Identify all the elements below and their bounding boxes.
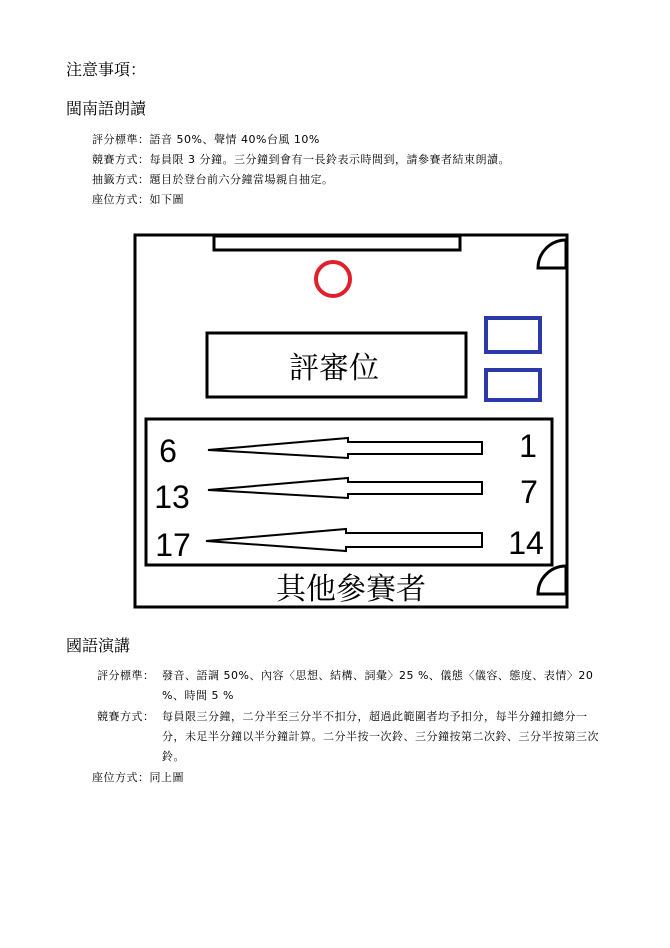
stage-bar	[214, 236, 460, 250]
row-value: 每員限 3 分鐘。三分鐘到會有一長鈴表示時間到，請參賽者結束朗讀。	[149, 153, 510, 166]
seat-number-end: 6	[159, 433, 177, 469]
notice-title: 注意事項：	[66, 60, 147, 79]
row-value: 題目於登台前六分鐘當場親自抽定。	[149, 173, 334, 186]
row-label: 抽籤方式	[92, 173, 138, 186]
row-separator: ：	[138, 771, 150, 784]
row-value: 如下圖	[149, 193, 184, 206]
judge-label: 評審位	[289, 352, 379, 385]
row-value: 語音 50%、聲情 40%台風 10%	[149, 133, 320, 146]
seat-number-start: 1	[519, 428, 537, 464]
row-label: 座位方式	[92, 193, 138, 206]
room-border	[135, 235, 567, 607]
door-top-icon	[538, 240, 566, 268]
row-separator: ：	[138, 173, 150, 186]
row-label: 競賽方式	[92, 153, 138, 166]
row-separator: ：	[138, 133, 150, 146]
section2-row-method	[97, 707, 617, 767]
blue-box-top	[486, 318, 540, 352]
blue-box-bottom	[486, 370, 540, 400]
seat-number-start: 7	[520, 474, 538, 510]
section2-row-seating	[92, 771, 184, 785]
row-label: 評分標準	[92, 133, 138, 146]
section1-title: 閩南語朗讀	[66, 99, 147, 118]
seat-number-end: 13	[154, 479, 190, 515]
seat-row-arrow	[206, 529, 482, 551]
row-value: 發音、語調 50%、內容〈思想、結構、詞彙〉25 %、儀態〈儀容、態度、表情〉20 %、時間 5 %	[162, 669, 594, 702]
seat-number-start: 14	[508, 525, 544, 561]
row-separator: ：	[138, 193, 150, 206]
seat-number-end: 17	[155, 527, 191, 563]
row-label: 競賽方式：	[97, 710, 155, 723]
speaker-position-icon	[316, 262, 350, 296]
seat-row-arrow	[208, 438, 482, 458]
section2-title: 國語演講	[66, 636, 131, 655]
row-value: 每員限三分鐘，二分半至三分半不扣分，超過此範圍者均予扣分，每半分鐘扣總分一分，未足半分鐘以半分鐘計算。二分半按一次鈴、三分鐘按第二次鈴、三分半按第三次鈴。	[162, 710, 599, 763]
door-bottom-icon	[538, 566, 566, 594]
row-label: 座位方式	[92, 771, 138, 784]
section2-row-scoring	[97, 666, 617, 706]
others-label: 其他參賽者	[276, 573, 426, 606]
row-separator: ：	[138, 153, 150, 166]
seat-row-arrow	[208, 478, 482, 498]
row-label: 評分標準：	[97, 669, 155, 682]
row-value: 同上圖	[149, 771, 184, 784]
